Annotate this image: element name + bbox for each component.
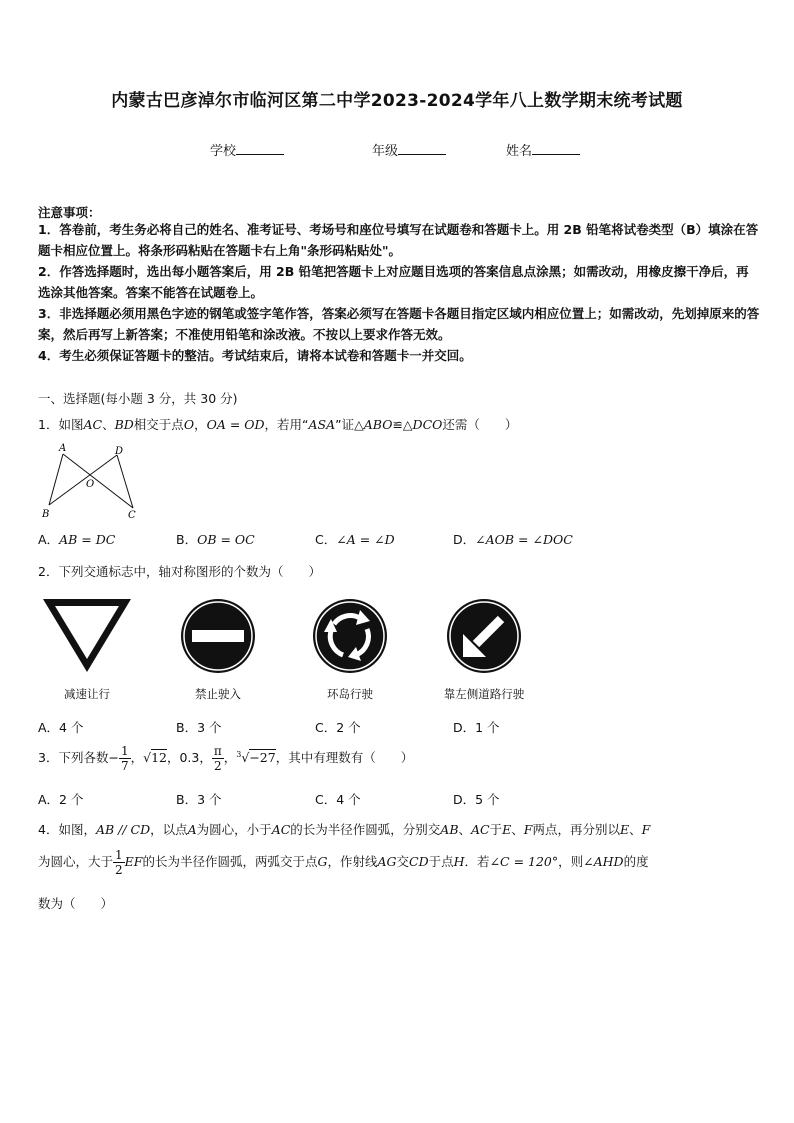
question-1-option-d[interactable]: D．∠AOB = ∠DOC bbox=[453, 532, 573, 547]
question-2-option-d[interactable]: D．1 个 bbox=[453, 720, 500, 735]
notice-item-1: 1．答卷前，考生务必将自己的姓名、准考证号、考场号和座位号填写在试题卷和答题卡上。用 2B 铅笔将试卷类型（B）填涂在答题卡相应位置上。将条形码粘贴在答题卡右上角"条形码粘贴处"。 bbox=[38, 222, 759, 258]
question-1-option-c[interactable]: C．∠A = ∠D bbox=[315, 532, 395, 547]
question-2-option-b[interactable]: B．3 个 bbox=[176, 720, 222, 735]
notice-item-4: 4．考生必须保证答题卡的整洁。考试结束后，请将本试卷和答题卡一并交回。 bbox=[38, 348, 472, 363]
question-1-figure bbox=[36, 442, 146, 522]
question-4-line-2: 为圆心，大于 $\frac{1}{2}$ EF的长为半径作圆弧，两弧交于点G，作射线AG交CD于点H．若∠C = 120°，则∠AHD的度 bbox=[38, 848, 649, 877]
question-1-option-a[interactable]: A．AB = DC bbox=[38, 532, 116, 547]
question-1-option-b[interactable]: B．OB = OC bbox=[176, 532, 255, 547]
sign-label-keep-left: 靠左侧道路行驶 bbox=[443, 687, 525, 701]
question-4-line-1: 4．如图，AB // CD，以点A为圆心，小于AC的长为半径作圆弧，分别交AB、AC于E、F两点，再分别以E、F bbox=[38, 822, 651, 837]
question-3-stem: 3．下列各数− $\frac{1}{7}$ ，√12，0.3， $\frac{\pi}{2}$ ，$^3$√−27，其中有理数有（ ） bbox=[38, 744, 414, 773]
yield-sign-icon bbox=[43, 599, 131, 672]
fraction-one-seventh: $\frac{1}{7}$ bbox=[120, 744, 129, 773]
point-a-label: A bbox=[59, 443, 67, 454]
sqrt-12: √12 bbox=[143, 750, 167, 765]
point-o-label: O bbox=[86, 479, 95, 490]
fraction-one-half: $\frac{1}{2}$ bbox=[115, 848, 123, 877]
cube-root-neg-27: $^3$√−27 bbox=[236, 749, 276, 765]
school-blank bbox=[236, 142, 284, 155]
question-3-option-c[interactable]: C．4 个 bbox=[315, 792, 361, 807]
section-heading: 一、选择题(每小题 3 分，共 30 分) bbox=[38, 391, 238, 406]
question-3-option-d[interactable]: D．5 个 bbox=[453, 792, 500, 807]
sign-label-no-entry: 禁止驶入 bbox=[195, 687, 241, 701]
grade-field: 年级 bbox=[372, 140, 446, 159]
question-1-stem: 1．如图AC、BD相交于点O，OA = OD，若用“ASA”证△ABO≌△DCO还需（ ） bbox=[38, 417, 518, 432]
page-title: 内蒙古巴彦淖尔市临河区第二中学2023-2024学年八上数学期末统考试题 bbox=[111, 91, 683, 111]
question-2-option-a[interactable]: A．4 个 bbox=[38, 720, 84, 735]
point-d-label: D bbox=[115, 446, 124, 457]
sign-label-yield: 减速让行 bbox=[64, 687, 110, 701]
fraction-pi-half: $\frac{\pi}{2}$ bbox=[213, 744, 222, 773]
question-2-stem: 2．下列交通标志中，轴对称图形的个数为（ ） bbox=[38, 564, 321, 579]
roundabout-sign-icon bbox=[313, 599, 387, 673]
keep-left-sign-icon bbox=[447, 599, 521, 673]
segment-ac bbox=[63, 454, 133, 508]
point-c-label: C bbox=[128, 510, 136, 521]
grade-blank bbox=[398, 142, 446, 155]
notice-heading: 注意事项： bbox=[38, 205, 101, 220]
sign-label-roundabout: 环岛行驶 bbox=[327, 687, 373, 701]
notice-item-2: 2．作答选择题时，选出每小题答案后，用 2B 铅笔把答题卡上对应题目选项的答案信息点涂黑；如需改动，用橡皮擦干净后，再选涂其他答案。答案不能答在试题卷上。 bbox=[38, 264, 749, 300]
segment-bd bbox=[49, 455, 117, 505]
question-4-line-3: 数为（ ） bbox=[38, 896, 114, 911]
question-2-option-c[interactable]: C．2 个 bbox=[315, 720, 361, 735]
name-blank bbox=[532, 142, 580, 155]
notice-item-3: 3．非选择题必须用黑色字迹的钢笔或签字笔作答，答案必须写在答题卡各题目指定区域内相应位置上；如需改动，先划掉原来的答案，然后再写上新答案；不准使用铅笔和涂改液。不按以上要求作答无效。 bbox=[38, 306, 760, 342]
name-field: 姓名 bbox=[506, 140, 580, 159]
no-entry-sign-icon bbox=[181, 599, 255, 673]
school-field: 学校 bbox=[210, 140, 284, 159]
point-b-label: B bbox=[42, 509, 50, 520]
segment-ab bbox=[49, 454, 63, 505]
traffic-signs-figure bbox=[38, 594, 758, 680]
question-3-option-a[interactable]: A．2 个 bbox=[38, 792, 84, 807]
segment-dc bbox=[117, 455, 133, 508]
question-3-option-b[interactable]: B．3 个 bbox=[176, 792, 222, 807]
